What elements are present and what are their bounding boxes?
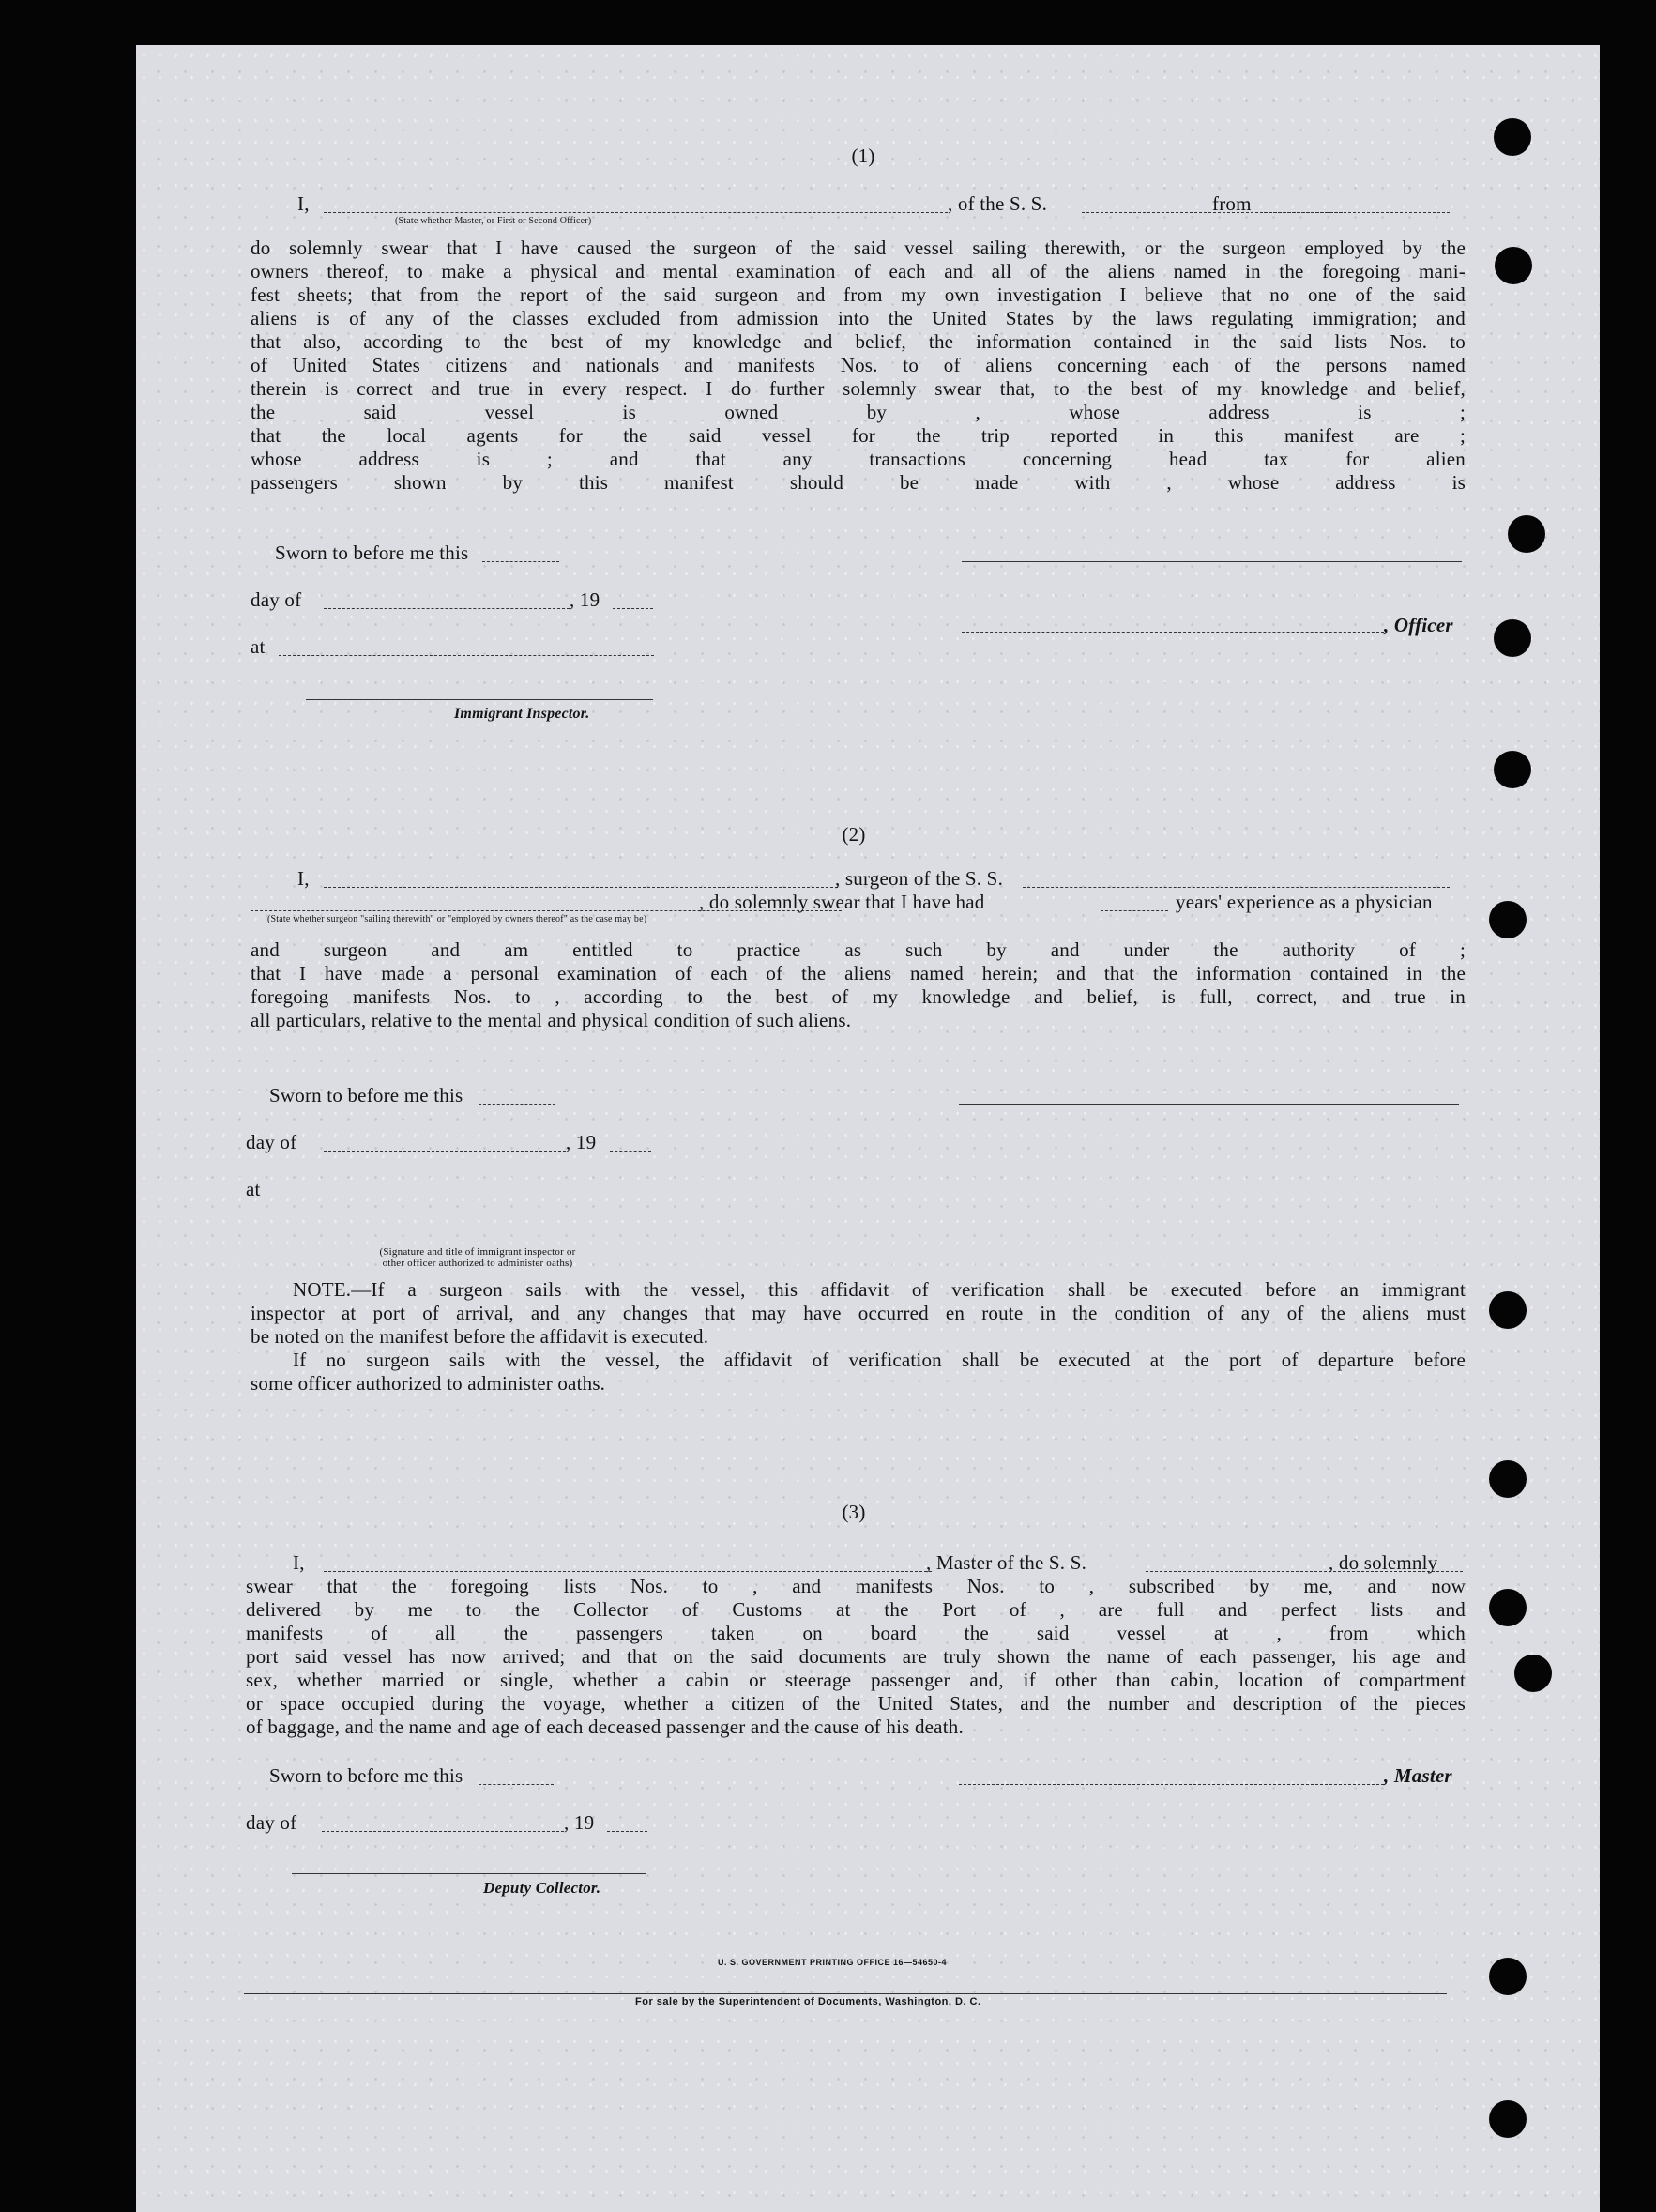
s3-year-label: , 19	[564, 1811, 595, 1834]
s3-day-line[interactable]	[322, 1831, 564, 1832]
s3-sworn-line[interactable]	[479, 1784, 554, 1785]
s2-line: foregoing manifests Nos. to , according to the best of my knowledge and belief, is full, correct, and true in	[251, 985, 1466, 1008]
s2-surgeon-of-label: , surgeon of the S. S.	[835, 867, 1004, 890]
binder-hole	[1514, 1655, 1552, 1692]
s1-at-line[interactable]	[279, 655, 654, 656]
s1-sworn-label: Sworn to before me this	[275, 542, 469, 564]
s1-officer-label: , Officer	[1384, 614, 1453, 636]
s2-line: that I have made a personal examination of each of the aliens named herein; and that the information contained in the	[251, 962, 1466, 984]
s3-line: port said vessel has now arrived; and that on the said documents are truly shown the name of each passenger, his age and	[246, 1645, 1466, 1668]
binder-hole	[1489, 1589, 1527, 1626]
s2-line: all particulars, relative to the mental and physical condition of such aliens.	[251, 1009, 852, 1031]
binder-hole	[1494, 619, 1531, 657]
s1-sworn-line[interactable]	[482, 561, 559, 562]
s1-line: therein is correct and true in every respect. I do further solemnly swear that, to the best of my knowledge and belief,	[251, 377, 1466, 400]
s3-sworn-label: Sworn to before me this	[269, 1764, 463, 1787]
s1-from-label: from	[1212, 192, 1252, 215]
binder-hole	[1489, 1291, 1527, 1329]
s3-line: delivered by me to the Collector of Customs at the Port of , are full and perfect lists and	[246, 1598, 1466, 1621]
binder-hole	[1489, 1958, 1527, 1995]
s2-day-label: day of	[246, 1131, 297, 1153]
s2-experience-label: years' experience as a physician	[1176, 891, 1433, 913]
binder-hole	[1489, 1460, 1527, 1498]
s3-collector-line[interactable]	[292, 1873, 646, 1874]
s3-master-of-label: , Master of the S. S.	[926, 1551, 1087, 1574]
s3-line: sex, whether married or single, whether a cabin or steerage passenger and, if other than cabin, location of compartment	[246, 1669, 1466, 1691]
s1-line: owners thereof, to make a physical and mental examination of each and all of the aliens named in the foregoing mani-	[251, 260, 1466, 282]
s2-at-label: at	[246, 1178, 261, 1200]
note-line: If no surgeon sails with the vessel, the affidavit of verification shall be executed at the port of departure before	[293, 1349, 1466, 1371]
s2-vessel-line[interactable]	[1023, 887, 1450, 888]
s1-at-label: at	[251, 635, 266, 658]
s3-name-line[interactable]	[324, 1571, 932, 1572]
s2-year-label: , 19	[566, 1131, 597, 1153]
sale-notice: For sale by the Superintendent of Documents, Washington, D. C.	[635, 1996, 981, 2007]
s2-line: and surgeon and am entitled to practice as such by and under the authority of ;	[251, 938, 1466, 961]
s3-year-line[interactable]	[607, 1831, 647, 1832]
footer-rule	[244, 1993, 1447, 1994]
binder-hole	[1494, 118, 1531, 156]
s1-line: of United States citizens and nationals and manifests Nos. to of aliens concerning each of the persons named	[251, 354, 1466, 376]
s3-i-label: I,	[293, 1551, 305, 1574]
note-line: NOTE.—If a surgeon sails with the vessel, this affidavit of verification shall be executed before an immigrant	[293, 1278, 1466, 1301]
s3-line: or space occupied during the voyage, whether a citizen of the United States, and the number and description of the pieces	[246, 1692, 1466, 1715]
note-line: some officer authorized to administer oaths.	[251, 1372, 606, 1395]
s2-name-line[interactable]	[324, 887, 838, 888]
s1-year-line[interactable]	[613, 608, 653, 609]
s1-line: do solemnly swear that I have caused the surgeon of the said vessel sailing therewith, or the surgeon employed by the	[251, 236, 1466, 259]
s3-line: swear that the foregoing lists Nos. to , and manifests Nos. to , subscribed by me, and now	[246, 1575, 1466, 1597]
s1-day-label: day of	[251, 588, 302, 611]
s3-master-line[interactable]	[959, 1784, 1384, 1785]
s1-year-label: , 19	[570, 588, 600, 611]
s1-from-line[interactable]	[1264, 212, 1450, 213]
s3-collector-label: Deputy Collector.	[483, 1879, 601, 1897]
s3-line: of baggage, and the name and age of each deceased passenger and the cause of his death.	[246, 1716, 964, 1738]
s1-line: whose address is ; and that any transactions concerning head tax for alien	[251, 448, 1466, 470]
binder-hole	[1494, 751, 1531, 788]
s1-inspector-label: Immigrant Inspector.	[454, 706, 590, 722]
s3-master-label: , Master	[1384, 1764, 1452, 1787]
binder-hole	[1508, 515, 1545, 553]
s1-inspector-line[interactable]	[306, 699, 653, 700]
note-line: inspector at port of arrival, and any changes that may have occurred en route in the condition of any of the aliens must	[251, 1302, 1466, 1324]
section-3-number: (3)	[842, 1501, 866, 1523]
binder-hole	[1489, 2100, 1527, 2138]
s1-day-line[interactable]	[324, 608, 570, 609]
s1-line: passengers shown by this manifest should be made with , whose address is	[251, 471, 1466, 494]
s3-solemnly-label: , do solemnly	[1329, 1551, 1438, 1574]
s1-of-ss-label: , of the S. S.	[948, 192, 1048, 215]
s1-officer-note: (State whether Master, or First or Second Officer)	[395, 216, 592, 226]
s2-sworn-line[interactable]	[479, 1104, 555, 1105]
s3-day-label: day of	[246, 1811, 297, 1834]
binder-hole	[1495, 247, 1532, 284]
s2-i-label: I,	[297, 867, 310, 890]
section-2-number: (2)	[842, 823, 866, 846]
section-1-number: (1)	[851, 145, 875, 167]
s2-surgeon-note: (State whether surgeon "sailing therewith" or "employed by owners thereof" as the case may be)	[267, 914, 647, 924]
s2-sig-note-2: other officer authorized to administer oaths)	[382, 1258, 573, 1269]
s2-sworn-label: Sworn to before me this	[269, 1084, 463, 1106]
s2-year-line[interactable]	[610, 1151, 651, 1152]
s1-line: aliens is of any of the classes excluded from admission into the United States by the laws regulating immigration; and	[251, 307, 1466, 329]
printing-office: U. S. GOVERNMENT PRINTING OFFICE 16—54650-4	[718, 1958, 948, 1967]
s1-line: fest sheets; that from the report of the said surgeon and from my own investigation I believe that no one of the said	[251, 283, 1466, 306]
s1-name-line[interactable]	[324, 212, 948, 213]
s1-officer-line[interactable]	[962, 632, 1384, 633]
s2-years-line[interactable]	[1101, 910, 1168, 911]
binder-hole	[1489, 901, 1527, 938]
s2-sig-note-1: (Signature and title of immigrant inspector or	[379, 1246, 576, 1258]
s1-i-label: I,	[297, 192, 310, 215]
s1-line: the said vessel is owned by , whose address is ;	[251, 401, 1466, 423]
s1-line: that the local agents for the said vessel for the trip reported in this manifest are ;	[251, 424, 1466, 447]
s1-signature-line[interactable]	[962, 561, 1462, 562]
s2-signature-line[interactable]	[959, 1104, 1459, 1105]
s2-day-line[interactable]	[324, 1151, 566, 1152]
s1-line: that also, according to the best of my knowledge and belief, the information contained in the said lists Nos. to	[251, 330, 1466, 353]
note-line: be noted on the manifest before the affidavit is executed.	[251, 1325, 709, 1348]
s3-line: manifests of all the passengers taken on board the said vessel at , from which	[246, 1622, 1466, 1644]
s2-solemnly-label: , do solemnly swear that I have had	[699, 891, 985, 913]
form-page	[136, 45, 1600, 2212]
